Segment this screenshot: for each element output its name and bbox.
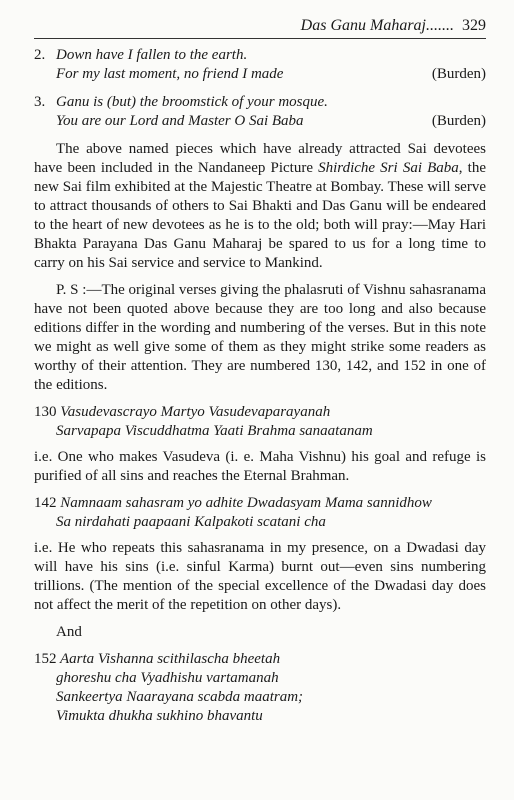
page-body	[34, 46, 486, 733]
sloka-line	[34, 650, 486, 669]
sloka-text: Aarta Vishanna scithilascha bheetah	[59, 651, 281, 667]
page-number: 329	[462, 17, 486, 34]
running-title: Das Ganu Maharaj.......	[300, 17, 454, 34]
verse-line-text: For my last moment, no friend I made	[56, 66, 284, 82]
verse-line-with-burden	[34, 65, 486, 84]
verse-number: 3.	[34, 94, 46, 110]
sloka-line: Vimukta dhukha sukhino bhavantu	[56, 708, 263, 724]
explanation-130: i.e. One who makes Vasudeva (i. e. Maha Vishnu) his goal and refuge is purified of all sins and reaches the Eternal Brahman.	[34, 449, 486, 484]
sloka-number: 142	[34, 495, 57, 511]
burden-label: (Burden)	[431, 66, 486, 82]
sloka-142	[34, 494, 486, 532]
sloka-number: 152	[34, 651, 57, 667]
sloka-line	[34, 403, 486, 422]
verse-line-with-burden	[34, 112, 486, 131]
sloka-line: Sarvapapa Viscuddhatma Yaati Brahma sanaatanam	[56, 423, 373, 439]
paragraph-text-cont: , the new Sai film exhibited at the Majestic Theatre at Bombay. These will serve to attract thousands of others to Sai Bhakti and Das Ganu will be endeared to the heart of new devotees as he is to the old; both will pray:—May Hari Bhakta Parayana Das Ganu Maharaj be spared to us for a long time to carry on his Sai service and service to Mankind.	[34, 160, 486, 271]
paragraph-postscript: P. S :—The original verses giving the phalasruti of Vishnu sahasranama have not been quoted above because they are too long and also because editions differ in the wording and numbering of the verses. But in this note we might as well give some of them as they might strike some readers as worthy of their attention. They are numbered 130, 142, and 152 in one of the editions.	[34, 282, 486, 393]
verse-line: Down have I fallen to the earth.	[56, 47, 248, 63]
sloka-152	[34, 650, 486, 726]
sloka-line: Sankeertya Naarayana scabda maatram;	[56, 689, 304, 705]
and-label: And	[56, 624, 82, 640]
sloka-line	[34, 494, 486, 513]
verse-line-text: You are our Lord and Master O Sai Baba	[56, 113, 304, 129]
burden-label: (Burden)	[431, 113, 486, 129]
sloka-text: Vasudevascrayo Martyo Vasudevaparayanah	[60, 404, 331, 420]
sloka-number: 130	[34, 404, 57, 420]
explanation-142: i.e. He who repeats this sahasranama in my presence, on a Dwadasi day will have his sins (i.e. sinful Karma) burnt out—even sins numbering trillions. (The mention of the special excellence of the Dwadasi day does not affect the merit of the repetition on other days).	[34, 540, 486, 613]
verse-number: 2.	[34, 47, 46, 63]
verse-line: Ganu is (but) the broomstick of your mosque.	[56, 94, 328, 110]
sloka-line: ghoreshu cha Vyadhishu vartamanah	[56, 670, 279, 686]
running-header	[34, 16, 486, 36]
film-title: Shirdiche Sri Sai Baba	[318, 160, 459, 176]
verse-3	[34, 93, 486, 131]
sloka-130	[34, 403, 486, 441]
sloka-text: Namnaam sahasram yo adhite Dwadasyam Mama sannidhow	[60, 495, 432, 511]
paragraph-text: The above named pieces which have already attracted Sai devotees have been included in the Nandaneep Picture	[34, 141, 486, 176]
sloka-line: Sa nirdahati paapaani Kalpakoti scatani cha	[56, 514, 326, 530]
header-rule	[34, 38, 486, 39]
verse-2	[34, 46, 486, 84]
paragraph-film-note	[34, 140, 486, 273]
